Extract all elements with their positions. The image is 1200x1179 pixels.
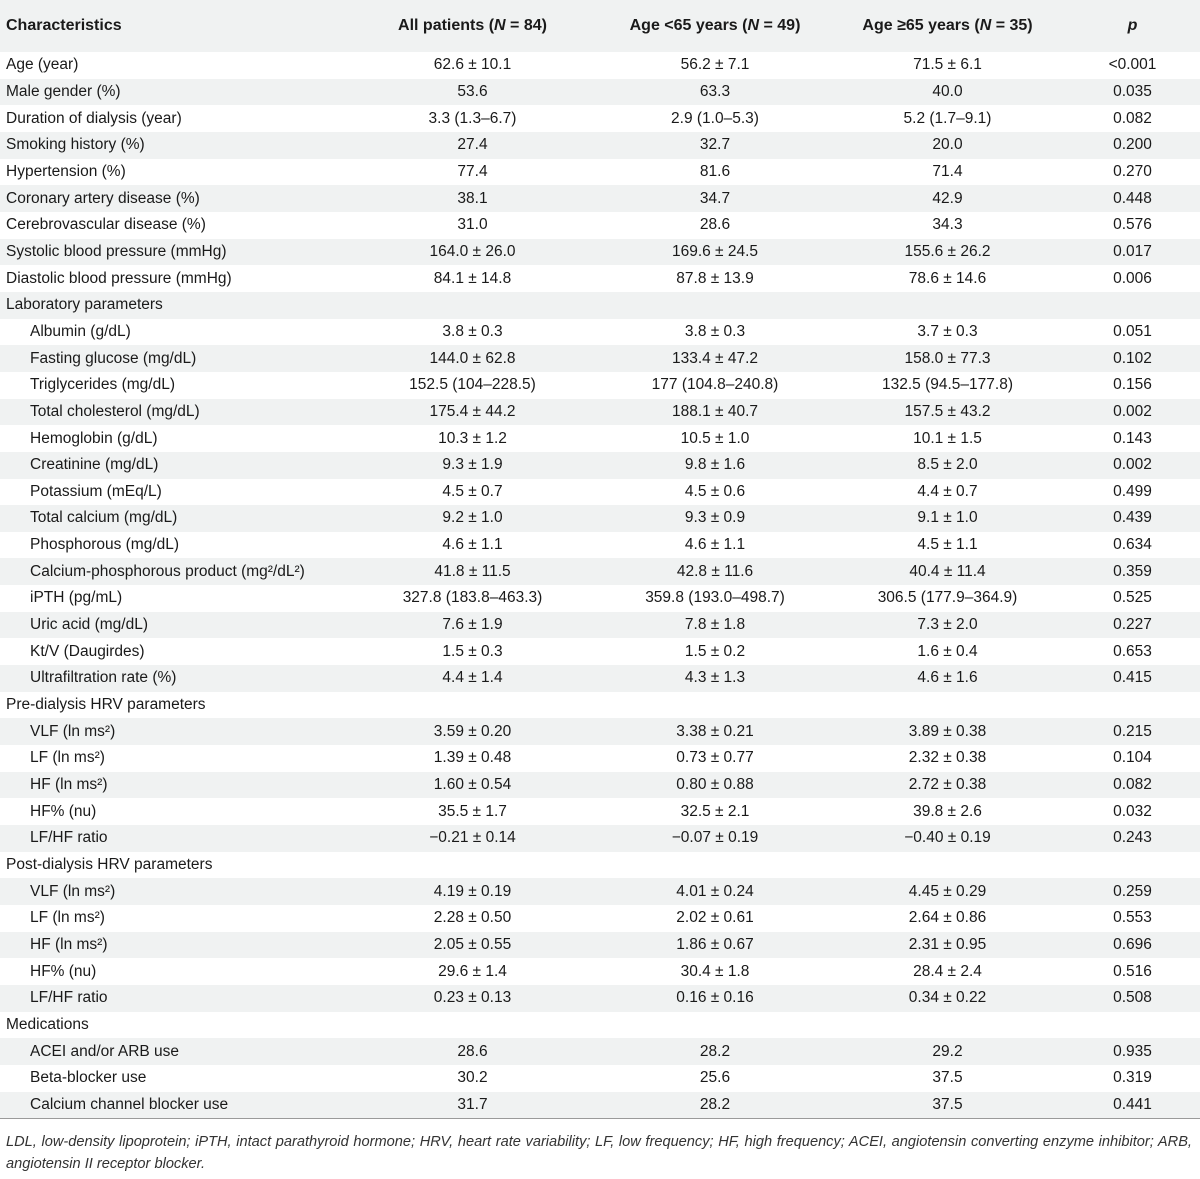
cell-age-under-65: 4.3 ± 1.3 <box>684 669 746 687</box>
cell-age-under-65: 2.02 ± 0.61 <box>676 909 754 927</box>
cell-p-value: <0.001 <box>1108 56 1157 74</box>
cell-age-under-65 <box>600 852 830 879</box>
cell-p-value: 0.439 <box>1113 509 1152 527</box>
cell-p-value: 0.553 <box>1113 909 1152 927</box>
cell-all-patients: 3.59 ± 0.20 <box>433 722 512 740</box>
cell-age-under-65: 2.9 (1.0–5.3) <box>671 109 759 127</box>
cell-all-patients: 62.6 ± 10.1 <box>433 56 512 74</box>
cell-age-under-65: 56.2 ± 7.1 <box>680 56 750 74</box>
header-age-65-plus <box>830 0 1065 52</box>
row-label: iPTH (pg/mL) <box>30 589 123 607</box>
cell-p-value: 0.215 <box>1113 722 1152 740</box>
cell-age-under-65: 42.8 ± 11.6 <box>676 562 754 580</box>
table-row <box>0 1065 1200 1092</box>
cell-p-value: 0.143 <box>1113 429 1152 447</box>
table-row <box>0 292 1200 319</box>
cell-age-under-65: 81.6 <box>699 162 731 180</box>
cell-all-patients: −0.21 ± 0.14 <box>429 829 516 847</box>
cell-all-patients <box>345 292 600 319</box>
cell-all-patients: 1.5 ± 0.3 <box>442 642 503 660</box>
table-row <box>0 1092 1200 1119</box>
cell-all-patients: 3.8 ± 0.3 <box>442 322 503 340</box>
cell-age-65-plus: 39.8 ± 2.6 <box>913 802 982 820</box>
row-label: LF (ln ms²) <box>30 909 105 927</box>
table-row <box>0 212 1200 239</box>
cell-p-value: 0.017 <box>1113 242 1152 260</box>
table-row <box>0 612 1200 639</box>
cell-age-under-65: 63.3 <box>699 82 731 100</box>
row-label: Hemoglobin (g/dL) <box>30 429 158 447</box>
cell-age-under-65: 0.80 ± 0.88 <box>676 776 754 794</box>
row-label: HF (ln ms²) <box>30 935 108 953</box>
table-row <box>0 372 1200 399</box>
cell-age-65-plus: 3.7 ± 0.3 <box>917 322 978 340</box>
cell-age-65-plus: 37.5 <box>830 1092 1065 1119</box>
cell-age-65-plus: 71.4 <box>932 162 963 180</box>
cell-age-under-65: 30.4 ± 1.8 <box>680 962 750 980</box>
cell-p-value: 0.082 <box>1113 109 1152 127</box>
cell-all-patients <box>345 852 600 879</box>
table-row <box>0 985 1200 1012</box>
cell-age-65-plus: 34.3 <box>932 216 963 234</box>
cell-age-under-65: 28.2 <box>699 1042 731 1060</box>
cell-p-value: 0.415 <box>1113 669 1152 687</box>
table-row <box>0 905 1200 932</box>
cell-age-65-plus <box>830 852 1065 879</box>
cell-all-patients: 27.4 <box>457 136 488 154</box>
table-row <box>0 505 1200 532</box>
cell-all-patients: 2.05 ± 0.55 <box>433 935 512 953</box>
header-p: p <box>1127 17 1138 34</box>
cell-age-65-plus: 7.3 ± 2.0 <box>917 616 978 634</box>
cell-all-patients: 10.3 ± 1.2 <box>438 429 507 447</box>
row-label: Phosphorous (mg/dL) <box>30 536 180 554</box>
table-row <box>0 692 1200 719</box>
cell-p-value: 0.508 <box>1113 989 1152 1007</box>
cell-p-value: 0.653 <box>1113 642 1152 660</box>
cell-age-under-65: 1.86 ± 0.67 <box>676 935 754 953</box>
cell-age-65-plus: 4.4 ± 0.7 <box>917 482 978 500</box>
cell-age-65-plus: 157.5 ± 43.2 <box>904 402 991 420</box>
cell-all-patients: 29.6 ± 1.4 <box>438 962 507 980</box>
cell-all-patients: 164.0 ± 26.0 <box>429 242 516 260</box>
row-label: Kt/V (Daugirdes) <box>30 642 145 660</box>
cell-p-value <box>1065 292 1200 319</box>
header-all-n: N <box>494 17 506 34</box>
header-old-n: N <box>979 17 992 34</box>
row-label: Uric acid (mg/dL) <box>30 616 148 634</box>
cell-age-65-plus: 9.1 ± 1.0 <box>917 509 978 527</box>
cell-age-under-65 <box>600 1012 830 1039</box>
cell-age-65-plus: 28.4 ± 2.4 <box>913 962 982 980</box>
table-row <box>0 718 1200 745</box>
table-row <box>0 558 1200 585</box>
cell-age-under-65: 359.8 (193.0–498.7) <box>645 589 785 607</box>
cell-all-patients: 4.6 ± 1.1 <box>442 536 503 554</box>
row-label: LF/HF ratio <box>30 989 108 1007</box>
row-label: Diastolic blood pressure (mmHg) <box>6 269 232 287</box>
row-label: Potassium (mEq/L) <box>30 482 162 500</box>
cell-age-65-plus: 29.2 <box>932 1042 963 1060</box>
cell-p-value: 0.499 <box>1113 482 1152 500</box>
row-label: Laboratory parameters <box>6 296 163 314</box>
cell-age-65-plus: 132.5 (94.5–177.8) <box>882 376 1013 394</box>
cell-age-under-65: 28.6 <box>699 216 731 234</box>
cell-age-65-plus: 8.5 ± 2.0 <box>917 456 978 474</box>
row-label: HF% (nu) <box>30 962 97 980</box>
row-label: Medications <box>6 1015 89 1033</box>
cell-age-65-plus: 2.72 ± 0.38 <box>908 776 987 794</box>
header-young-post: = 49) <box>759 17 801 34</box>
row-label: Ultrafiltration rate (%) <box>30 669 177 687</box>
cell-p-value <box>1065 852 1200 879</box>
cell-all-patients: 9.3 ± 1.9 <box>442 456 503 474</box>
row-label: Cerebrovascular disease (%) <box>6 216 206 234</box>
row-label: Smoking history (%) <box>6 136 145 154</box>
header-old-pre: Age ≥65 years ( <box>862 17 980 34</box>
row-label: LF/HF ratio <box>30 829 108 847</box>
cell-age-65-plus: 0.34 ± 0.22 <box>908 989 987 1007</box>
cell-age-under-65: 32.5 ± 2.1 <box>680 802 750 820</box>
cell-all-patients: 152.5 (104–228.5) <box>409 376 536 394</box>
table-row <box>0 452 1200 479</box>
cell-all-patients: 0.23 ± 0.13 <box>433 989 512 1007</box>
cell-age-65-plus: 2.31 ± 0.95 <box>908 935 987 953</box>
cell-p-value: 0.104 <box>1113 749 1152 767</box>
row-label: Beta-blocker use <box>30 1069 147 1087</box>
cell-age-65-plus: 4.45 ± 0.29 <box>908 882 987 900</box>
cell-age-under-65: 1.5 ± 0.2 <box>684 642 746 660</box>
row-label: Albumin (g/dL) <box>30 322 131 340</box>
header-all-pre: All patients ( <box>398 17 495 34</box>
cell-p-value: 0.200 <box>1113 136 1152 154</box>
cell-age-under-65: 28.2 <box>600 1092 830 1119</box>
cell-p-value: 0.002 <box>1113 402 1152 420</box>
cell-age-65-plus: 40.0 <box>932 82 963 100</box>
cell-all-patients: 3.3 (1.3–6.7) <box>428 109 517 127</box>
cell-all-patients: 53.6 <box>457 82 488 100</box>
cell-all-patients: 144.0 ± 62.8 <box>429 349 516 367</box>
cell-age-65-plus: 4.6 ± 1.6 <box>917 669 978 687</box>
table-row <box>0 745 1200 772</box>
row-label: Total cholesterol (mg/dL) <box>30 402 200 420</box>
cell-p-value: 0.935 <box>1113 1042 1152 1060</box>
row-label: Triglycerides (mg/dL) <box>30 376 175 394</box>
cell-all-patients: 31.7 <box>345 1092 600 1119</box>
cell-p-value: 0.002 <box>1113 456 1152 474</box>
table-row <box>0 772 1200 799</box>
cell-p-value: 0.359 <box>1113 562 1152 580</box>
header-old-post: = 35) <box>991 17 1033 34</box>
cell-age-under-65: 32.7 <box>699 136 731 154</box>
cell-p-value: 0.032 <box>1113 802 1152 820</box>
table-row <box>0 1012 1200 1039</box>
cell-age-under-65: 0.73 ± 0.77 <box>676 749 754 767</box>
cell-age-65-plus: 4.5 ± 1.1 <box>917 536 978 554</box>
cell-age-65-plus: 78.6 ± 14.6 <box>908 269 987 287</box>
cell-age-65-plus <box>830 692 1065 719</box>
row-label: ACEI and/or ARB use <box>30 1042 180 1060</box>
table-row <box>0 425 1200 452</box>
cell-age-under-65: 7.8 ± 1.8 <box>684 616 746 634</box>
table-row <box>0 878 1200 905</box>
cell-age-under-65 <box>600 292 830 319</box>
cell-all-patients <box>345 692 600 719</box>
table-row <box>0 798 1200 825</box>
cell-all-patients: 7.6 ± 1.9 <box>442 616 503 634</box>
header-age-under-65 <box>600 0 830 52</box>
cell-age-65-plus: 20.0 <box>932 136 963 154</box>
table-row <box>0 105 1200 132</box>
cell-all-patients: 327.8 (183.8–463.3) <box>402 589 543 607</box>
cell-age-under-65: 4.5 ± 0.6 <box>684 482 746 500</box>
cell-p-value: 0.319 <box>1113 1069 1152 1087</box>
row-label: Calcium channel blocker use <box>0 1092 345 1119</box>
row-label: Creatinine (mg/dL) <box>30 456 159 474</box>
cell-p-value: 0.634 <box>1113 536 1152 554</box>
cell-p-value: 0.227 <box>1113 616 1152 634</box>
cell-age-under-65: 4.01 ± 0.24 <box>676 882 754 900</box>
cell-age-65-plus: 1.6 ± 0.4 <box>917 642 978 660</box>
cell-age-under-65: 188.1 ± 40.7 <box>671 402 759 420</box>
cell-all-patients: 9.2 ± 1.0 <box>442 509 503 527</box>
header-p-value <box>1065 0 1200 52</box>
cell-all-patients: 4.19 ± 0.19 <box>433 882 512 900</box>
row-label: Age (year) <box>6 56 79 74</box>
table-row <box>0 132 1200 159</box>
row-label: LF (ln ms²) <box>30 749 105 767</box>
table-row <box>0 825 1200 852</box>
cell-age-under-65: 25.6 <box>699 1069 731 1087</box>
cell-all-patients: 31.0 <box>457 216 488 234</box>
table-row <box>0 532 1200 559</box>
header-row <box>0 0 1200 52</box>
table-row <box>0 52 1200 79</box>
cell-all-patients: 30.2 <box>457 1069 488 1087</box>
cell-age-65-plus: 42.9 <box>932 189 963 207</box>
cell-age-65-plus <box>830 292 1065 319</box>
cell-age-65-plus: 2.32 ± 0.38 <box>908 749 987 767</box>
row-label: VLF (ln ms²) <box>30 882 116 900</box>
cell-age-65-plus: 306.5 (177.9–364.9) <box>877 589 1018 607</box>
cell-all-patients: 2.28 ± 0.50 <box>433 909 512 927</box>
cell-age-under-65: 9.3 ± 0.9 <box>684 509 746 527</box>
row-label: HF (ln ms²) <box>30 776 108 794</box>
cell-all-patients: 77.4 <box>457 162 488 180</box>
cell-age-65-plus: 71.5 ± 6.1 <box>913 56 982 74</box>
cell-p-value: 0.525 <box>1113 589 1152 607</box>
table-row <box>0 932 1200 959</box>
table-footnote: LDL, low-density lipoprotein; iPTH, intact parathyroid hormone; HRV, heart rate variability; LF, low frequency; HF, high frequency; ACEI, angiotensin converting enzyme inhibitor; ARB, angiotensin II receptor blocker. <box>6 1134 1192 1172</box>
table-row <box>0 665 1200 692</box>
cell-age-under-65: 34.7 <box>699 189 731 207</box>
cell-age-under-65: 169.6 ± 24.5 <box>671 242 759 260</box>
cell-age-under-65: 9.8 ± 1.6 <box>684 456 746 474</box>
row-label: Duration of dialysis (year) <box>6 109 182 127</box>
cell-p-value: 0.696 <box>1113 935 1152 953</box>
cell-p-value: 0.051 <box>1113 322 1152 340</box>
header-all-post: = 84) <box>505 17 547 34</box>
row-label: HF% (nu) <box>30 802 97 820</box>
cell-age-65-plus: 158.0 ± 77.3 <box>904 349 991 367</box>
table-row <box>0 852 1200 879</box>
row-label: Hypertension (%) <box>6 162 126 180</box>
table-row <box>0 319 1200 346</box>
cell-all-patients: 38.1 <box>457 189 488 207</box>
cell-age-65-plus: 5.2 (1.7–9.1) <box>903 109 992 127</box>
table-row <box>0 958 1200 985</box>
cell-p-value: 0.516 <box>1113 962 1152 980</box>
table-row <box>0 1038 1200 1065</box>
header-all-patients <box>345 0 600 52</box>
cell-age-65-plus <box>830 1012 1065 1039</box>
header-young-pre: Age <65 years ( <box>629 17 748 34</box>
table-row <box>0 265 1200 292</box>
cell-age-65-plus: 40.4 ± 11.4 <box>909 562 986 580</box>
cell-age-under-65: 177 (104.8–240.8) <box>651 376 779 394</box>
cell-p-value: 0.156 <box>1113 376 1152 394</box>
cell-all-patients <box>345 1012 600 1039</box>
cell-p-value <box>1065 1012 1200 1039</box>
cell-age-65-plus: 3.89 ± 0.38 <box>908 722 987 740</box>
row-label: Post-dialysis HRV parameters <box>6 856 213 874</box>
row-label: Calcium-phosphorous product (mg²/dL²) <box>30 562 305 580</box>
row-label: Pre-dialysis HRV parameters <box>6 696 206 714</box>
table-row <box>0 79 1200 106</box>
table-row <box>0 239 1200 266</box>
cell-age-65-plus: 10.1 ± 1.5 <box>913 429 982 447</box>
cell-all-patients: 1.60 ± 0.54 <box>433 776 512 794</box>
row-label: VLF (ln ms²) <box>30 722 116 740</box>
cell-all-patients: 84.1 ± 14.8 <box>433 269 512 287</box>
table-row <box>0 479 1200 506</box>
table-row <box>0 159 1200 186</box>
table-row <box>0 345 1200 372</box>
row-label: Male gender (%) <box>6 82 121 100</box>
cell-p-value: 0.448 <box>1113 189 1152 207</box>
cell-all-patients: 4.5 ± 0.7 <box>442 482 503 500</box>
row-label: Coronary artery disease (%) <box>6 189 200 207</box>
cell-p-value: 0.006 <box>1113 269 1152 287</box>
cell-age-under-65: 87.8 ± 13.9 <box>676 269 754 287</box>
cell-all-patients: 35.5 ± 1.7 <box>438 802 507 820</box>
cell-p-value: 0.102 <box>1113 349 1152 367</box>
cell-all-patients: 28.6 <box>457 1042 488 1060</box>
cell-p-value: 0.259 <box>1113 882 1152 900</box>
cell-all-patients: 41.8 ± 11.5 <box>434 562 511 580</box>
header-young-n: N <box>747 17 760 34</box>
cell-age-65-plus: 155.6 ± 26.2 <box>904 242 991 260</box>
cell-age-under-65: 0.16 ± 0.16 <box>676 989 754 1007</box>
header-characteristics: Characteristics <box>6 17 122 34</box>
table-row <box>0 185 1200 212</box>
cell-p-value: 0.576 <box>1113 216 1152 234</box>
table-row <box>0 399 1200 426</box>
row-label: Fasting glucose (mg/dL) <box>30 349 197 367</box>
table-header <box>0 0 1200 52</box>
cell-age-65-plus: 37.5 <box>932 1069 963 1087</box>
cell-p-value: 0.243 <box>1113 829 1152 847</box>
row-label: Total calcium (mg/dL) <box>30 509 178 527</box>
row-label: Systolic blood pressure (mmHg) <box>6 242 227 260</box>
table-body <box>0 52 1200 1118</box>
cell-age-65-plus: −0.40 ± 0.19 <box>904 829 991 847</box>
cell-p-value <box>1065 692 1200 719</box>
cell-all-patients: 4.4 ± 1.4 <box>442 669 503 687</box>
cell-p-value: 0.441 <box>1065 1092 1200 1119</box>
cell-age-under-65: 4.6 ± 1.1 <box>684 536 746 554</box>
cell-age-under-65: 3.8 ± 0.3 <box>684 322 746 340</box>
cell-age-under-65: 133.4 ± 47.2 <box>671 349 759 367</box>
cell-age-under-65: 10.5 ± 1.0 <box>680 429 750 447</box>
cell-age-under-65 <box>600 692 830 719</box>
cell-all-patients: 175.4 ± 44.2 <box>429 402 516 420</box>
cell-p-value: 0.035 <box>1113 82 1152 100</box>
cell-age-65-plus: 2.64 ± 0.86 <box>908 909 987 927</box>
cell-p-value: 0.082 <box>1113 776 1152 794</box>
table-row <box>0 638 1200 665</box>
cell-age-under-65: −0.07 ± 0.19 <box>671 829 759 847</box>
table-row <box>0 585 1200 612</box>
cell-age-under-65: 3.38 ± 0.21 <box>676 722 754 740</box>
cell-p-value: 0.270 <box>1113 162 1152 180</box>
cell-all-patients: 1.39 ± 0.48 <box>433 749 512 767</box>
